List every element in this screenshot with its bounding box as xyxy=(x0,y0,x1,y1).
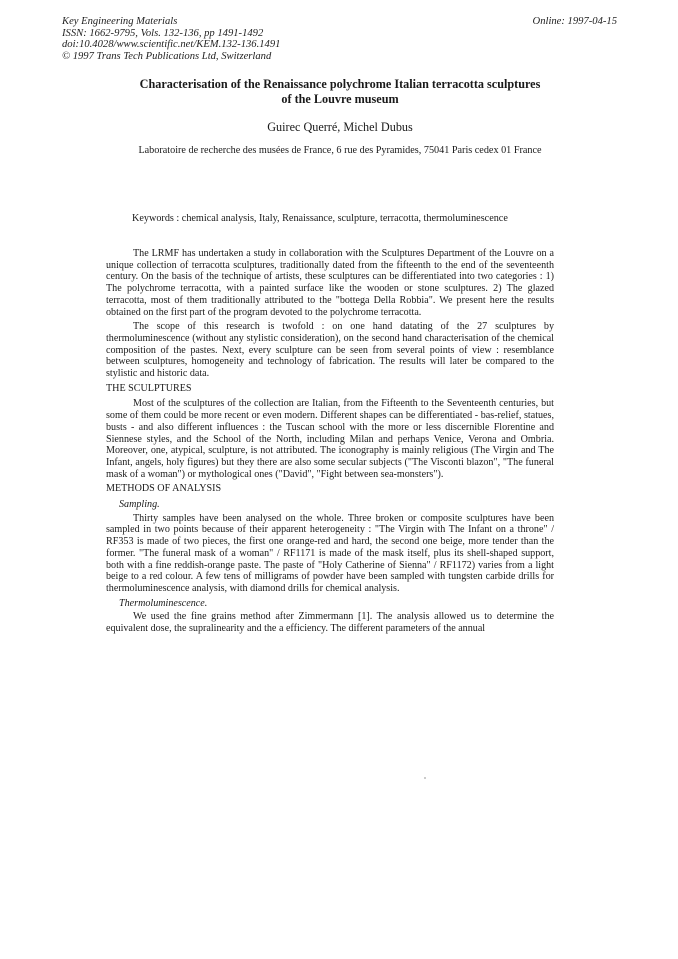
authors: Guirec Querré, Michel Dubus xyxy=(267,120,413,134)
doi-line: doi:10.4028/www.scientific.net/KEM.132-136.1491 xyxy=(62,39,281,51)
title-line-1: Characterisation of the Renaissance polychrome Italian terracotta sculptures xyxy=(139,77,541,91)
online-date: Online: 1997-04-15 xyxy=(532,16,617,27)
paragraph-sculptures: Most of the sculptures of the collection are Italian, from the Fifteenth to the Seventeenth centuries, but some of them could be more recent or even modern. Different shapes can be differentiated - bas-relief, statues, busts - and also different influences : the Tuscan school with the more or less discernible Florentine and Siennese styles, and the School of the North, including Milan and perhaps Venice, Verona and Ombria. Moreover, one, atypical, sculpture, is not attributed. The iconography is mainly religious (The Virgin and The Infant, angels, holy figures) but they there are also some secular subjects ("The Visconti blazon", "The funeral mask of a woman") or mythological ones ("David", "Fight between sea-monsters"). xyxy=(106,398,554,480)
paragraph-intro: The LRMF has undertaken a study in collaboration with the Sculptures Department of the Louvre on a unique collection of terracotta sculptures, traditionally dated from the fifteenth to the end of the seventeenth century. On the basis of the technique of artists, these sculptures can be differentiated into two categories : 1) The polychrome terracotta, with a painted surface like the wooden or stone sculptures. 2) The glazed terracotta, most of them traditionally attributed to the "bottega Della Robbia". We present here the results obtained on the first part of the program devoted to the polychrome terracotta. xyxy=(106,248,554,318)
subsection-heading-thermoluminescence: Thermoluminescence. xyxy=(119,597,208,609)
scan-speck xyxy=(424,777,426,779)
keywords: Keywords : chemical analysis, Italy, Renaissance, sculpture, terracotta, thermoluminescence xyxy=(132,213,508,224)
affiliation: Laboratoire de recherche des musées de France, 6 rue des Pyramides, 75041 Paris cedex 01 France xyxy=(138,145,542,156)
section-heading-methods: METHODS OF ANALYSIS xyxy=(106,483,222,495)
paragraph-scope: The scope of this research is twofold : on one hand datating of the 27 sculptures by thermoluminescence (without any stylistic consideration), on the second hand characterisation of the chemical composition of the pastes. Next, every sculpture can be seen from several points of view : resemblance between sculptures, homogeneity and technology of fabrication. The results will later be compared to the stylistic and historic data. xyxy=(106,321,554,380)
journal-name: Key Engineering Materials xyxy=(62,16,178,27)
paper-title xyxy=(110,77,570,107)
journal-header xyxy=(62,16,617,62)
section-heading-sculptures: THE SCULPTURES xyxy=(106,382,192,394)
copyright-line: © 1997 Trans Tech Publications Ltd, Switzerland xyxy=(62,50,272,62)
paragraph-thermoluminescence: We used the fine grains method after Zimmermann [1]. The analysis allowed us to determine the equivalent dose, the supralinearity and the a efficiency. The different parameters of the annual xyxy=(106,611,554,635)
paper-body xyxy=(106,248,554,638)
paragraph-sampling: Thirty samples have been analysed on the whole. Three broken or composite sculptures have been sampled in two points because of their apparent heterogeneity : "The Virgin with The Infant on a throne" / RF353 is made of two pieces, the first one orange-red and hard, the second one beige, more tender than the former. "The funeral mask of a woman" / RF1171 is made of the mask itself, plus its shell-shaped support, both with a fine reddish-orange paste. The paste of "Holy Catherine of Sienna" / RF1172) varies from a light beige to a red colour. A few tens of milligrams of powder have been sampled with tungsten carbide drills for thermoluminescence analysis, with diamond drills for chemical analysis. xyxy=(106,512,554,594)
title-line-2: of the Louvre museum xyxy=(281,92,399,106)
issn-line: ISSN: 1662-9795, Vols. 132-136, pp 1491-1492 xyxy=(62,27,264,39)
subsection-heading-sampling: Sampling. xyxy=(119,499,160,511)
